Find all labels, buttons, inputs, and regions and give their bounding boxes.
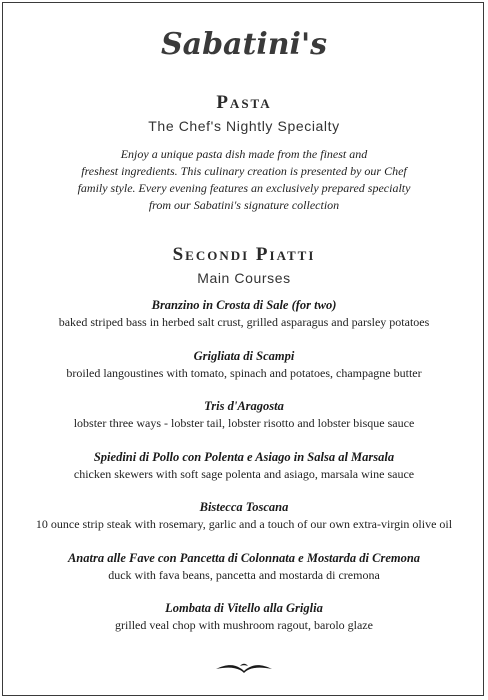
item-description: broiled langoustines with tomato, spinach and potatoes, champagne butter: [66, 365, 422, 380]
menu-item: [0, 499, 488, 550]
pasta-description-line: from our Sabatini's signature collection: [148, 198, 340, 212]
item-description: 10 ounce strip steak with rosemary, garlic and a touch of our own extra-virgin olive oil: [35, 517, 453, 531]
secondi-title: Secondi Piatti: [172, 244, 316, 265]
flourish-ornament-icon: [0, 660, 488, 679]
item-name: Spiedini di Pollo con Polenta e Asiago in Salsa al Marsala: [93, 449, 395, 464]
menu-item: [0, 398, 488, 449]
item-description: baked striped bass in herbed salt crust, grilled asparagus and parsley potatoes: [58, 315, 430, 329]
menu-item: [0, 348, 488, 399]
item-name: Tris d'Aragosta: [204, 399, 284, 413]
item-name: Branzino in Crosta di Sale (for two): [151, 298, 337, 312]
logo-text: Sabatini's: [160, 27, 328, 62]
pasta-title: Pasta: [216, 92, 272, 113]
menu-item: [0, 550, 488, 601]
item-name: Grigliata di Scampi: [193, 348, 295, 363]
secondi-subtitle: Main Courses: [197, 270, 291, 286]
logo-wordmark: [144, 20, 344, 66]
brand-logo: [0, 20, 488, 70]
item-name: Bistecca Toscana: [199, 500, 289, 514]
menu-item: [0, 297, 488, 348]
pasta-description-line: Enjoy a unique pasta dish made from the finest and: [120, 147, 368, 161]
item-description: lobster three ways - lobster tail, lobster risotto and lobster bisque sauce: [73, 416, 415, 430]
menu-items: [0, 297, 488, 651]
item-name: Anatra alle Fave con Pancetta di Colonnata e Mostarda di Cremona: [67, 550, 421, 565]
pasta-description-line: family style. Every evening features an exclusively prepared specialty: [77, 181, 411, 195]
menu-item: [0, 600, 488, 651]
pasta-description: [40, 146, 448, 214]
item-description: grilled veal chop with mushroom ragout, barolo glaze: [115, 618, 373, 632]
pasta-subtitle: The Chef's Nightly Specialty: [148, 118, 340, 134]
menu-item: [0, 449, 488, 500]
item-name: Lombata di Vitello alla Griglia: [165, 601, 323, 615]
item-description: chicken skewers with soft sage polenta and asiago, marsala wine sauce: [73, 466, 415, 481]
item-description: duck with fava beans, pancetta and mostarda di cremona: [108, 567, 380, 582]
pasta-description-line: freshest ingredients. This culinary creation is presented by our Chef: [81, 164, 407, 178]
